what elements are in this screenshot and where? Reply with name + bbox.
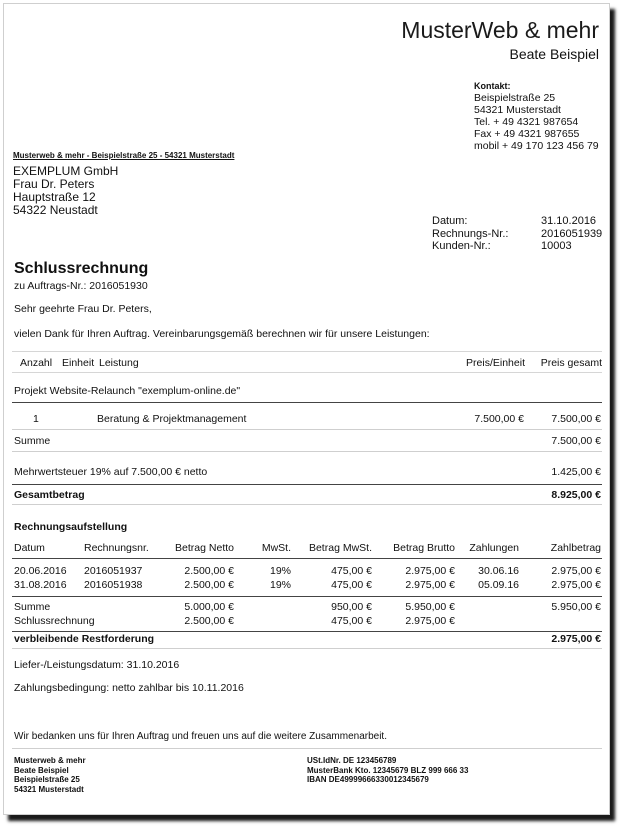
contact-block — [474, 80, 599, 152]
breakdown-gross: 2.975,00 € — [405, 565, 455, 577]
contact-line: Tel. + 49 4321 987654 — [474, 116, 579, 128]
customer-number-label: Kunden-Nr.: — [432, 240, 491, 252]
footer-line: USt.IdNr. DE 123456789 — [307, 756, 397, 765]
sender-line: Musterweb & mehr - Beispielstraße 25 - 54321 Musterstadt — [13, 151, 235, 160]
header-service: Leistung — [99, 357, 139, 369]
owner-name: Beate Beispiel — [509, 46, 599, 62]
vat-label: Mehrwertsteuer 19% auf 7.500,00 € netto — [14, 466, 208, 478]
items-table-header — [12, 351, 602, 373]
payment-terms: Zahlungsbedingung: netto zahlbar bis 10.11.2016 — [14, 682, 244, 694]
breakdown-vat: 475,00 € — [331, 565, 372, 577]
breakdown-date: 31.08.2016 — [14, 579, 67, 591]
breakdown-sum-gross: 5.950,00 € — [405, 601, 455, 613]
breakdown-payment-date: 05.09.16 — [478, 579, 519, 591]
company-name: MusterWeb & mehr — [401, 17, 599, 43]
vat-value: 1.425,00 € — [551, 466, 601, 478]
footer-line: IBAN DE49999666330012345679 — [307, 775, 429, 784]
final-invoice-label: Schlussrechnung — [14, 615, 95, 627]
delivery-date: Liefer-/Leistungsdatum: 31.10.2016 — [14, 659, 180, 671]
breakdown-header-invoice: Rechnungsnr. — [84, 542, 149, 554]
date-label: Datum: — [432, 215, 468, 227]
breakdown-invoice: 2016051937 — [84, 565, 143, 577]
closing-text: Wir bedanken uns für Ihren Auftrag und freuen uns auf die weitere Zusammenarbeit. — [14, 731, 387, 742]
divider — [12, 558, 602, 559]
header-qty: Anzahl — [20, 357, 53, 369]
breakdown-header-amount: Zahlbetrag — [550, 542, 601, 554]
footer-right — [307, 756, 468, 785]
breakdown-header-date: Datum — [14, 542, 45, 554]
contact-line: Fax + 49 4321 987655 — [474, 128, 580, 140]
recipient-line: EXEMPLUM GmbH — [13, 164, 119, 178]
gross-value: 8.925,00 € — [551, 489, 601, 501]
final-invoice-net: 2.500,00 € — [184, 615, 234, 627]
footer-left — [14, 756, 86, 794]
breakdown-amount: 2.975,00 € — [551, 579, 601, 591]
breakdown-vat-rate: 19% — [269, 579, 291, 591]
divider — [12, 631, 602, 632]
divider — [12, 504, 602, 505]
recipient-line: Hauptstraße 12 — [13, 190, 96, 204]
header-total: Preis gesamt — [540, 357, 602, 369]
breakdown-sum-amount: 5.950,00 € — [551, 601, 601, 613]
order-reference: zu Auftrags-Nr.: 2016051930 — [14, 280, 148, 292]
customer-number: 10003 — [541, 240, 572, 252]
breakdown-title: Rechnungsaufstellung — [14, 521, 128, 533]
item-unit-price: 7.500,00 € — [474, 413, 524, 425]
footer-line: MusterBank Kto. 12345679 BLZ 999 666 33 — [307, 765, 469, 775]
breakdown-header-net: Betrag Netto — [175, 542, 234, 554]
footer-divider — [12, 748, 602, 749]
intro-text: vielen Dank für Ihren Auftrag. Vereinbarungsgemäß berechnen wir für unsere Leistungen: — [14, 328, 430, 340]
item-service: Beratung & Projektmanagement — [97, 413, 247, 425]
salutation: Sehr geehrte Frau Dr. Peters, — [14, 303, 152, 315]
breakdown-sum-label: Summe — [14, 601, 51, 613]
breakdown-invoice: 2016051938 — [84, 579, 143, 591]
footer-line: Beispielstraße 25 — [14, 775, 80, 784]
footer-line: 54321 Musterstadt — [14, 784, 84, 794]
breakdown-sum-net: 5.000,00 € — [184, 601, 234, 613]
breakdown-vat-rate: 19% — [269, 565, 291, 577]
header-unit-price: Preis/Einheit — [466, 357, 525, 369]
final-invoice-gross: 2.975,00 € — [405, 615, 455, 627]
header-unit: Einheit — [62, 357, 95, 369]
breakdown-amount: 2.975,00 € — [551, 565, 601, 577]
sum-label: Summe — [14, 435, 51, 447]
divider — [12, 451, 602, 452]
invoice-number: 2016051939 — [541, 227, 603, 240]
sum-value: 7.500,00 € — [551, 435, 601, 447]
footer-line: Musterweb & mehr — [14, 756, 86, 765]
document-title: Schlussrechnung — [14, 260, 149, 277]
gross-label: Gesamtbetrag — [14, 489, 85, 501]
breakdown-header-vat: Betrag MwSt. — [308, 542, 372, 554]
remaining-value: 2.975,00 € — [551, 633, 601, 645]
recipient-line: 54322 Neustadt — [13, 203, 98, 217]
remaining-label: verbleibende Restforderung — [14, 633, 155, 645]
contact-line: 54321 Musterstadt — [474, 104, 561, 116]
recipient-line: Frau Dr. Peters — [13, 177, 95, 191]
divider — [12, 484, 602, 485]
breakdown-net: 2.500,00 € — [184, 565, 234, 577]
project-heading: Projekt Website-Relaunch "exemplum-online.de" — [14, 385, 241, 397]
item-qty: 1 — [33, 413, 39, 425]
breakdown-payment-date: 30.06.16 — [478, 565, 519, 577]
date-value: 31.10.2016 — [541, 215, 597, 227]
breakdown-sum-vat: 950,00 € — [331, 601, 372, 613]
invoice-number-label: Rechnungs-Nr.: — [432, 227, 509, 240]
invoice-meta — [432, 215, 602, 253]
item-total: 7.500,00 € — [551, 413, 601, 425]
breakdown-net: 2.500,00 € — [184, 579, 234, 591]
breakdown-header-vat-rate: MwSt. — [261, 542, 291, 554]
divider — [12, 648, 602, 649]
contact-line: mobil + 49 170 123 456 79 — [474, 140, 599, 152]
footer-line: Beate Beispiel — [14, 765, 69, 775]
breakdown-gross: 2.975,00 € — [405, 579, 455, 591]
final-invoice-vat: 475,00 € — [331, 615, 372, 627]
divider — [12, 596, 602, 597]
breakdown-vat: 475,00 € — [331, 579, 372, 591]
divider — [12, 429, 602, 430]
contact-line: Beispielstraße 25 — [474, 92, 556, 104]
divider — [12, 402, 602, 403]
breakdown-header-gross: Betrag Brutto — [393, 542, 455, 554]
recipient-address — [13, 165, 118, 217]
breakdown-date: 20.06.2016 — [14, 565, 67, 577]
invoice-page — [3, 3, 610, 815]
breakdown-header-payments: Zahlungen — [469, 542, 519, 554]
contact-label: Kontakt: — [474, 81, 511, 91]
